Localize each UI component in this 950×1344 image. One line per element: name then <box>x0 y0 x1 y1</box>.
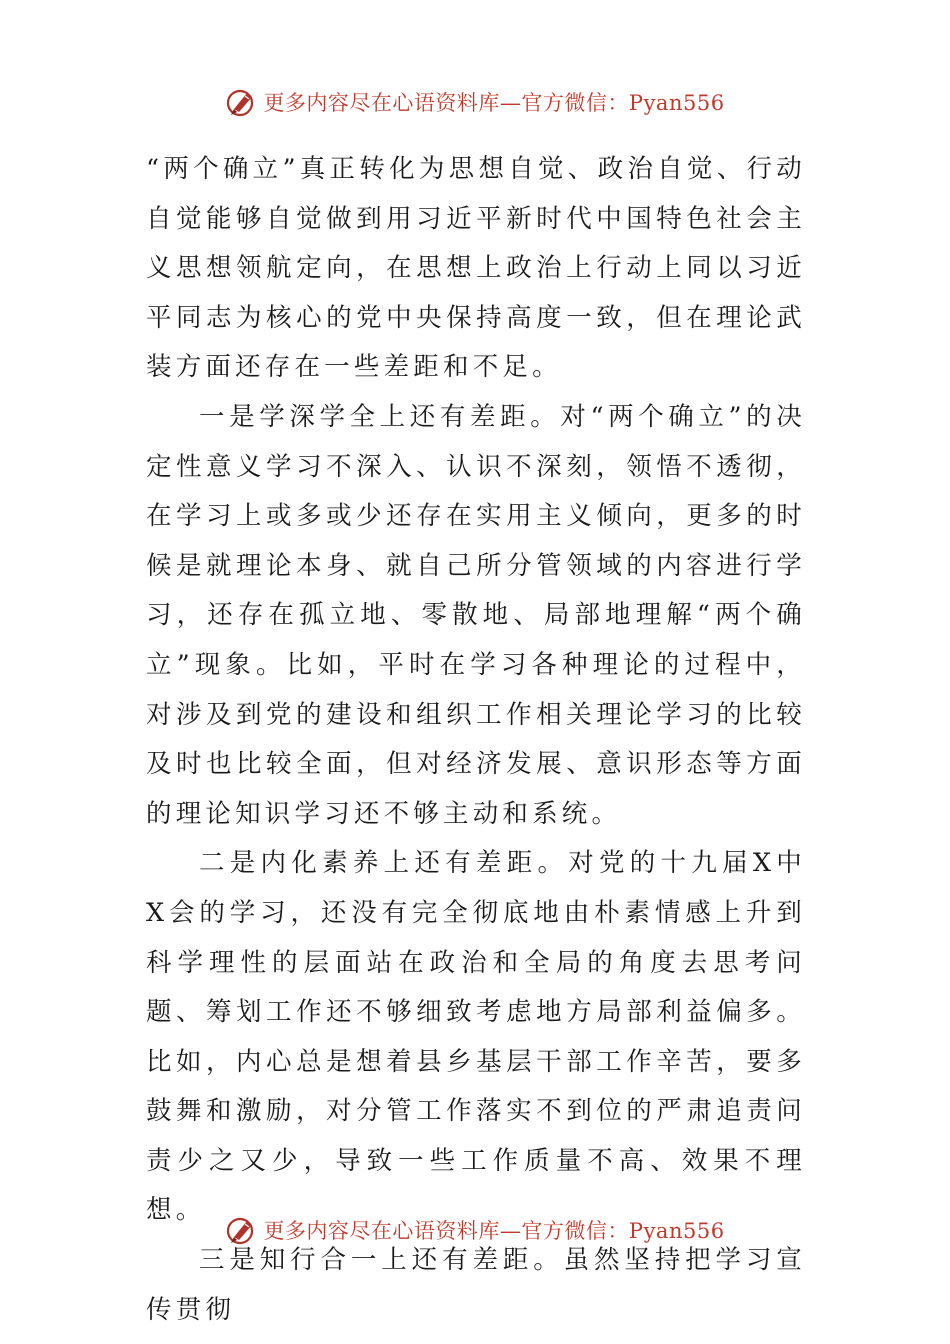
footer-banner-text: 更多内容尽在心语资料库—官方微信：Pyan556 <box>263 1219 725 1243</box>
paragraph-4: 三是知行合一上还有差距。虽然坚持把学习宣传贯彻 <box>146 1245 806 1325</box>
footer-banner <box>0 1210 950 1250</box>
document-body <box>146 145 806 1335</box>
header-banner <box>0 82 950 122</box>
pen-nib-logo-icon <box>225 1213 259 1247</box>
paragraph-2: 一是学深学全上还有差距。对“两个确立”的决定性意义学习不深入、认识不深刻，领悟不透彻，在学习上或多或少还存在实用主义倾向，更多的时候是就理论本身、就自己所分管领域的内容进行学习，还存在孤立地、零散地、局部地理解“两个确立”现象。比如，平时在学习各种理论的过程中，对涉及到党的建设和组织工作相关理论学习的比较及时也比较全面，但对经济发展、意识形态等方面的理论知识学习还不够主动和系统。 <box>146 401 806 829</box>
pen-nib-logo-icon <box>225 85 259 119</box>
paragraph-1: “两个确立”真正转化为思想自觉、政治自觉、行动自觉能够自觉做到用习近平新时代中国特色社会主义思想领航定向，在思想上政治上行动上同以习近平同志为核心的党中央保持高度一致，但在理论武装方面还存在一些差距和不足。 <box>146 154 806 383</box>
header-banner-text: 更多内容尽在心语资料库—官方微信：Pyan556 <box>263 91 725 115</box>
paragraph-3: 二是内化素养上还有差距。对党的十九届X中X会的学习，还没有完全彻底地由朴素情感上升到科学理性的层面站在政治和全局的角度去思考问题、筹划工作还不够细致考虑地方局部利益偏多。比如，内心总是想着县乡基层干部工作辛苦，要多鼓舞和激励，对分管工作落实不到位的严肃追责问责少之又少，导致一些工作质量不高、效果不理想。 <box>146 848 806 1226</box>
